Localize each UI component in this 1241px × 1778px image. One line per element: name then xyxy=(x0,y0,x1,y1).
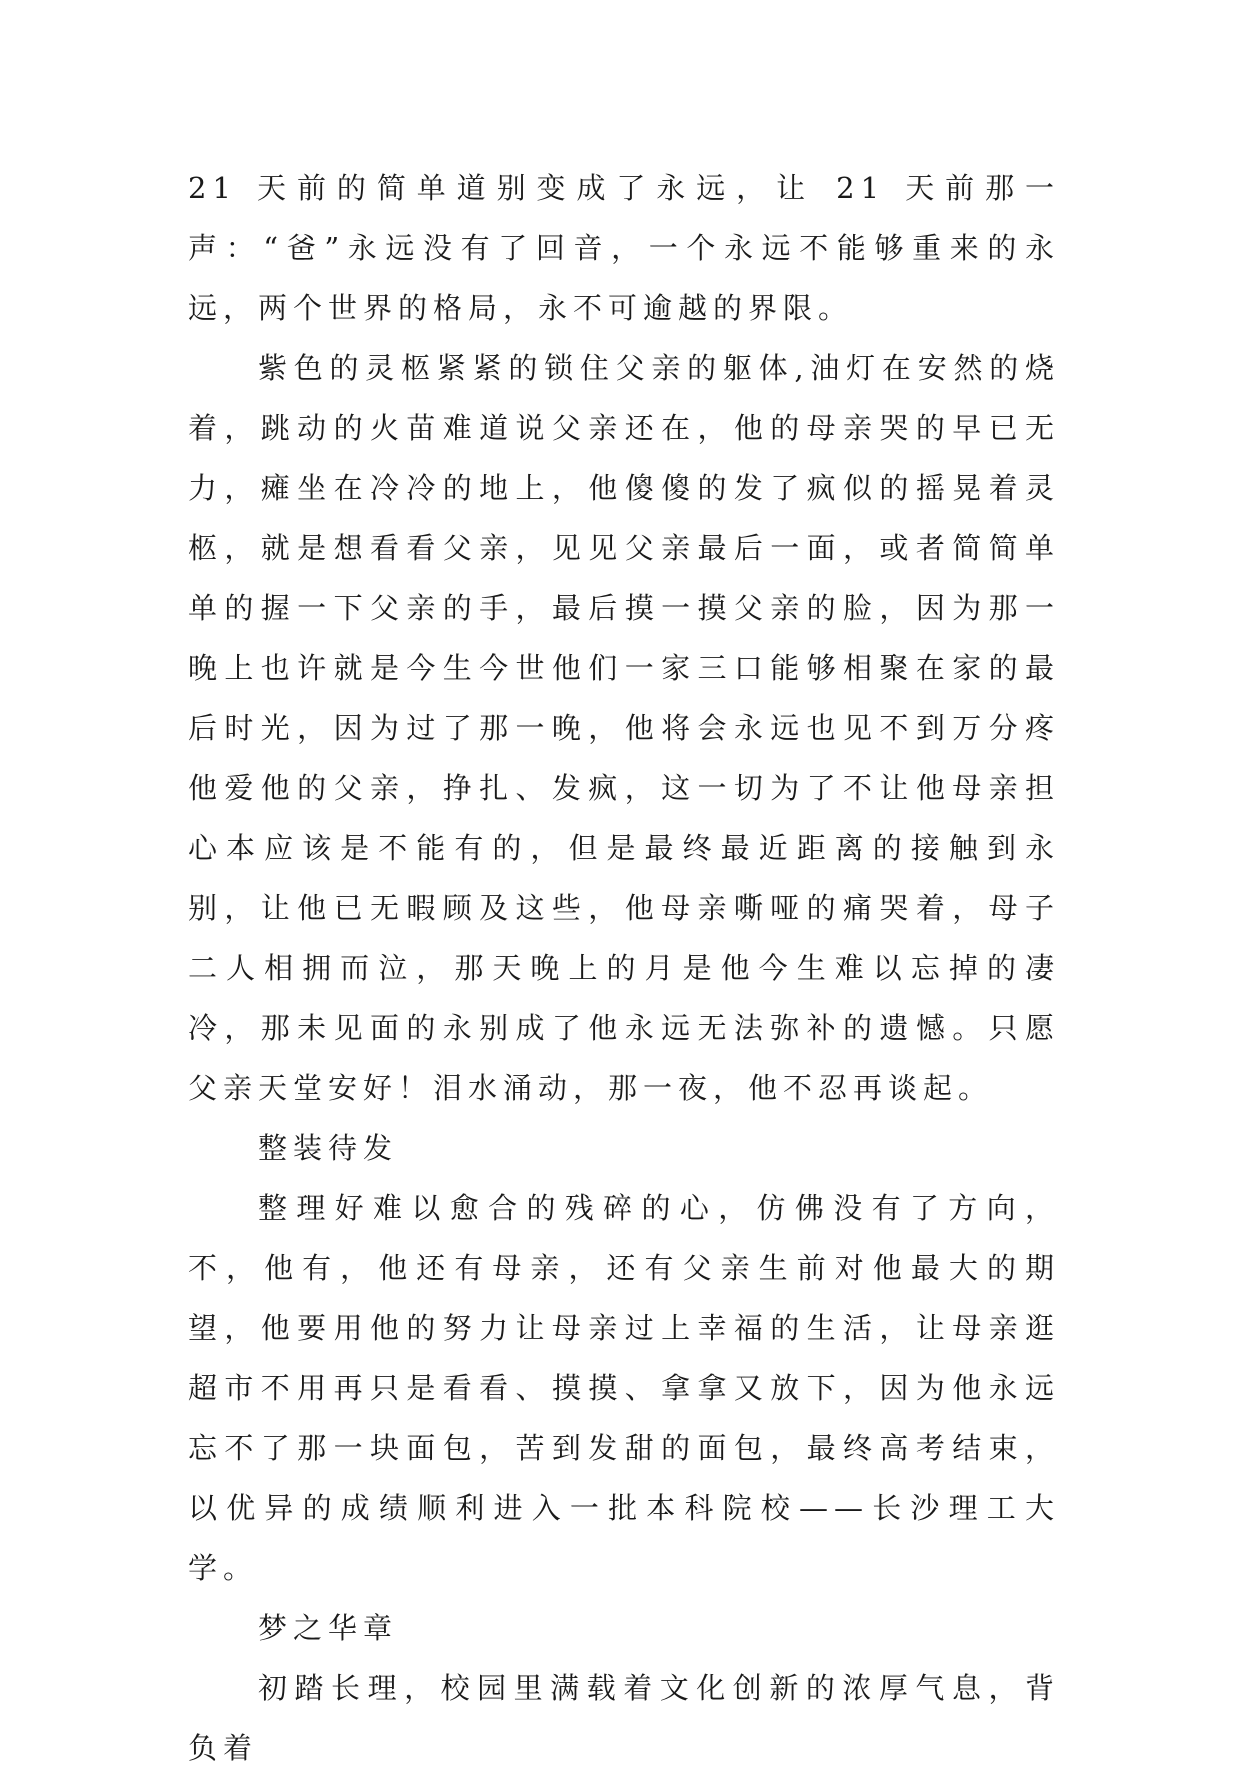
document-body xyxy=(188,158,1060,1778)
paragraph-coffin: 紫色的灵柩紧紧的锁住父亲的躯体,油灯在安然的烧着，跳动的火苗难道说父亲还在，他的母亲哭的早已无力，瘫坐在冷冷的地上，他傻傻的发了疯似的摇晃着灵柩，就是想看看父亲，见见父亲最后一面，或者简简单单的握一下父亲的手，最后摸一摸父亲的脸，因为那一晚上也许就是今生今世他们一家三口能够相聚在家的最后时光，因为过了那一晚，他将会永远也见不到万分疼他爱他的父亲，挣扎、发疯，这一切为了不让他母亲担心本应该是不能有的，但是最终最近距离的接触到永别，让他已无暇顾及这些，他母亲嘶哑的痛哭着，母子二人相拥而泣，那天晚上的月是他今生难以忘掉的凄冷，那未见面的永别成了他永远无法弥补的遗憾。只愿父亲天堂安好！泪水涌动，那一夜，他不忍再谈起。 xyxy=(188,351,1060,1105)
paragraph-farewell: 21 天前的简单道别变成了永远，让 21 天前那一声：“爸”永远没有了回音，一个永远不能够重来的永远，两个世界的格局，永不可逾越的界限。 xyxy=(188,171,1060,325)
section-heading-dream: 梦之华章 xyxy=(258,1611,399,1645)
paragraph-campus: 初踏长理，校园里满载着文化创新的浓厚气息，背负着 xyxy=(188,1671,1060,1765)
paragraph-university: 整理好难以愈合的残碎的心，仿佛没有了方向，不，他有，他还有母亲，还有父亲生前对他最大的期望，他要用他的努力让母亲过上幸福的生活，让母亲逛超市不用再只是看看、摸摸、拿拿又放下，因为他永远忘不了那一块面包，苦到发甜的面包，最终高考结束，以优异的成绩顺利进入一批本科院校——长沙理工大学。 xyxy=(188,1191,1060,1585)
section-heading-ready: 整装待发 xyxy=(258,1131,399,1165)
